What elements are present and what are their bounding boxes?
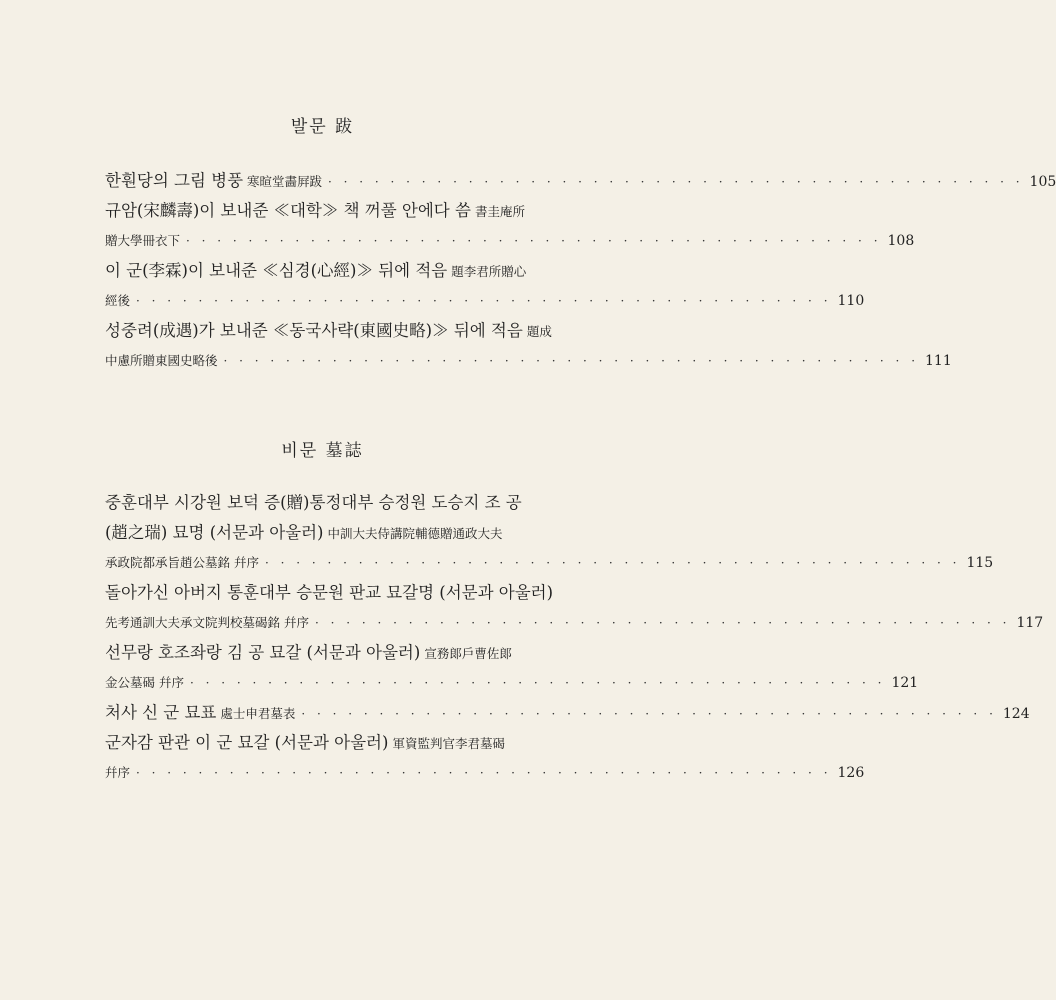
entry-title-hanja: 書圭庵所 (474, 204, 525, 219)
entry-title-hanja: 中訓大夫侍講院輔德贈通政大夫 (327, 526, 503, 541)
toc-line (105, 578, 554, 608)
dot-leader (190, 668, 886, 698)
dot-leader (301, 699, 997, 729)
toc-line (105, 668, 919, 698)
toc-line (105, 346, 952, 376)
entry-title-korean: 돌아가신 아버지 통훈대부 승문원 판교 묘갈명 (서문과 아울러) (105, 583, 554, 602)
page-number: 115 (966, 555, 994, 571)
toc-entry (105, 698, 1030, 728)
entry-title-korean: 군자감 판관 이 군 묘갈 (서문과 아울러) (105, 733, 389, 752)
toc-line (105, 758, 865, 788)
dot-leader (315, 608, 1011, 638)
toc-section-bimun (105, 488, 1044, 788)
entry-title-korean: 규암(宋麟壽)이 보내준 ≪대학≫ 책 꺼풀 안에다 씀 (105, 201, 471, 220)
entry-title-korean: 처사 신 군 묘표 (105, 703, 217, 722)
entry-title-korean: 성중려(成遇)가 보내준 ≪동국사략(東國史略)≫ 뒤에 적음 (105, 321, 523, 340)
dot-leader (328, 167, 1024, 197)
section-heading-balmun: 발문 跋 (290, 117, 355, 137)
toc-entry (105, 578, 1044, 638)
entry-title-hanja: 寒暄堂畵屛跋 (247, 174, 323, 189)
toc-line (105, 196, 543, 226)
entry-title-hanja: 處士申君墓表 (220, 706, 296, 721)
page-number: 108 (887, 233, 915, 249)
entry-title-korean: 이 군(李霖)이 보내준 ≪심경(心經)≫ 뒤에 적음 (105, 261, 448, 280)
entry-title-hanja: 宣務郞戶曹佐郞 (424, 646, 512, 661)
entry-title-hanja: 軍資監判官李君墓碣 (392, 736, 505, 751)
toc-line (105, 256, 543, 286)
toc-line (105, 226, 915, 256)
toc-entry (105, 638, 919, 698)
entry-title-korean: (趙之瑞) 묘명 (서문과 아울러) (105, 523, 324, 542)
entry-title-hanja: 金公墓碣 幷序 (105, 675, 184, 690)
toc-line (105, 286, 865, 316)
toc-entry (105, 196, 915, 256)
entry-title-korean: 한훤당의 그림 병풍 (105, 171, 244, 190)
entry-title-hanja: 先考通訓大夫承文院判校墓碣銘 幷序 (105, 615, 309, 630)
section-heading-bimun: 비문 墓誌 (281, 441, 364, 461)
toc-entry (105, 316, 952, 376)
page-number: 124 (1002, 706, 1030, 722)
page-number: 105 (1029, 174, 1056, 190)
toc-line (105, 698, 1030, 728)
toc-line (105, 548, 994, 578)
page-number: 126 (837, 765, 865, 781)
page-number: 111 (925, 353, 952, 369)
toc-entry (105, 488, 994, 578)
page-number: 121 (891, 675, 919, 691)
toc-line (105, 488, 543, 518)
toc-entry (105, 256, 865, 316)
toc-line (105, 316, 552, 346)
dot-leader (136, 286, 832, 316)
entry-title-korean: 선무랑 호조좌랑 김 공 묘갈 (서문과 아울러) (105, 643, 421, 662)
entry-title-hanja: 題李君所贈心 (451, 264, 527, 279)
toc-line (105, 608, 1044, 638)
entry-title-hanja: 幷序 (105, 765, 131, 780)
toc-line (105, 166, 1056, 196)
toc-entry (105, 166, 1056, 196)
entry-title-hanja: 經後 (105, 293, 131, 308)
entry-title-hanja: 題成 (526, 324, 552, 339)
entry-title-hanja: 承政院都承旨趙公墓銘 幷序 (105, 555, 259, 570)
toc-entry (105, 728, 865, 788)
toc-line (105, 728, 543, 758)
entry-title-hanja: 中慮所贈東國史略後 (105, 353, 218, 368)
dot-leader (186, 226, 882, 256)
toc-section-balmun (105, 166, 1056, 376)
dot-leader (224, 346, 920, 376)
dot-leader (265, 548, 961, 578)
entry-title-korean: 중훈대부 시강원 보덕 증(贈)통정대부 승정원 도승지 조 공 (105, 493, 522, 512)
page-number: 117 (1016, 615, 1044, 631)
page-number: 110 (837, 293, 865, 309)
toc-line (105, 638, 543, 668)
toc-line (105, 518, 543, 548)
dot-leader (136, 758, 832, 788)
entry-title-hanja: 贈大學冊衣下 (105, 233, 181, 248)
